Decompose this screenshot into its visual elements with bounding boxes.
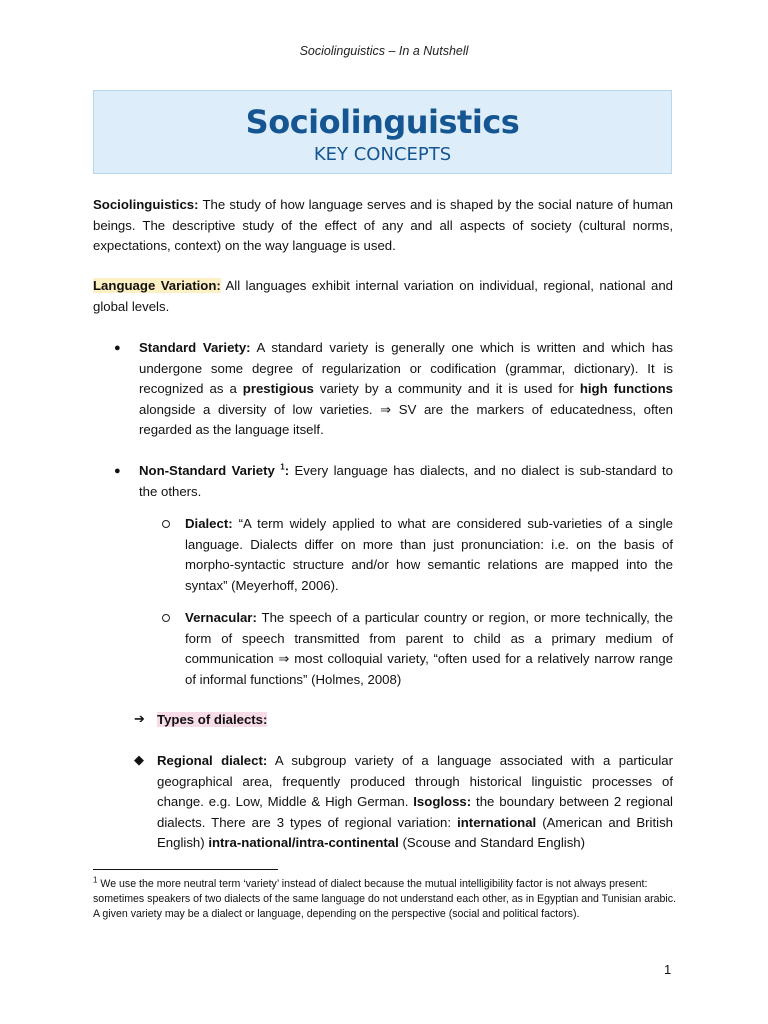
high-functions-term: high functions: [579, 381, 673, 397]
international-term: international: [457, 814, 537, 830]
standard-variety-text: variety by a community and it is used for: [313, 381, 580, 397]
standard-variety-term: Standard Variety:: [139, 340, 251, 355]
non-standard-variety-item: [139, 461, 673, 502]
footnote: [93, 877, 683, 922]
non-standard-variety-term: Non-Standard Variety: [139, 463, 281, 478]
vernacular-term: Vernacular:: [185, 610, 257, 625]
vernacular-text: The speech of a particular country or region, or more technically, the form of speech transmitted from parent to child as a primary medium of communication ⇒ most colloquial variety, “often used for a relatively narrow range of informal functions” (Holmes, 2008): [185, 610, 673, 687]
variation-text: All languages exhibit internal variation on individual, regional, national and global levels.: [93, 278, 673, 314]
regional-dialect-text: A subgroup variety of a language associated with a particular geographical area, frequently produced through historical linguistic processes of change. e.g. Low, Middle & High German.: [157, 753, 673, 810]
dialect-text: “A term widely applied to what are considered sub-varieties of a single language. Dialects differ on more than just pronunciation: i.e. on the basis of morpho-syntactic structure and/or how semantic relations are mapped into the syntax” (Meyerhoff, 2006).: [185, 516, 673, 593]
standard-variety-item: [139, 338, 673, 441]
definition-term: Sociolinguistics:: [93, 197, 199, 212]
bullet-icon: ●: [114, 465, 121, 477]
definition-paragraph: [93, 195, 673, 257]
variation-paragraph: [93, 276, 673, 317]
page-number: 1: [664, 962, 672, 977]
footnote-marker: 1: [93, 875, 98, 885]
footnote-reference[interactable]: 1: [280, 462, 285, 472]
types-of-dialects-heading: [157, 710, 267, 731]
running-header: Sociolinguistics – In a Nutshell: [299, 44, 469, 58]
page-subtitle: KEY CONCEPTS: [313, 144, 452, 165]
types-of-dialects-label: Types of dialects:: [157, 712, 268, 727]
dialect-item: [185, 514, 673, 596]
regional-dialect-item: [157, 751, 673, 854]
hollow-bullet-icon: [162, 614, 170, 622]
regional-dialect-term: Regional dialect:: [157, 753, 268, 768]
standard-variety-text: alongside a diversity of low varieties. ⇒ SV are the markers of educatedness, often regarded as the language itself.: [139, 401, 673, 438]
hollow-bullet-icon: [162, 520, 170, 528]
footnote-text: We use the more neutral term ‘variety’ instead of dialect because the mutual intelligibility factor is not always present: sometimes speakers of two dialects of the same language do not understand each other, as in Egyptian and Tunisian arabic. A given variety may be a dialect or language, depending on the perspective (social and political factors).: [93, 878, 677, 920]
regional-dialect-text: (Scouse and Standard English): [398, 835, 586, 851]
dialect-term: Dialect:: [185, 516, 233, 531]
term-colon: :: [284, 463, 290, 478]
footnote-divider: [93, 869, 278, 870]
definition-text: The study of how language serves and is shaped by the social nature of human beings. The descriptive study of the effect of any and all aspects of society (cultural norms, expectations, context) on the way language is used.: [93, 197, 673, 254]
title-box: [93, 90, 672, 174]
standard-variety-text: A standard variety is generally one which is written and which has undergone some degree of regularization or codification (grammar, dictionary). It is recognized as a: [139, 340, 673, 397]
arrow-icon: ➔: [134, 711, 145, 726]
variation-term: Language Variation:: [93, 278, 221, 293]
regional-dialect-text: the boundary between 2 regional dialects. There are 3 types of regional variation:: [157, 794, 673, 830]
intra-national-term: intra-national/intra-continental: [208, 835, 399, 851]
diamond-bullet-icon: ◆: [134, 752, 144, 767]
prestigious-term: prestigious: [242, 381, 314, 397]
non-standard-variety-text: Every language has dialects, and no dialect is sub-standard to the others.: [139, 463, 673, 499]
vernacular-item: [185, 608, 673, 690]
regional-dialect-text: (American and British English): [157, 814, 673, 851]
isogloss-term: Isogloss:: [413, 794, 472, 810]
page-title: Sociolinguistics: [245, 103, 520, 141]
bullet-icon: ●: [114, 342, 121, 354]
